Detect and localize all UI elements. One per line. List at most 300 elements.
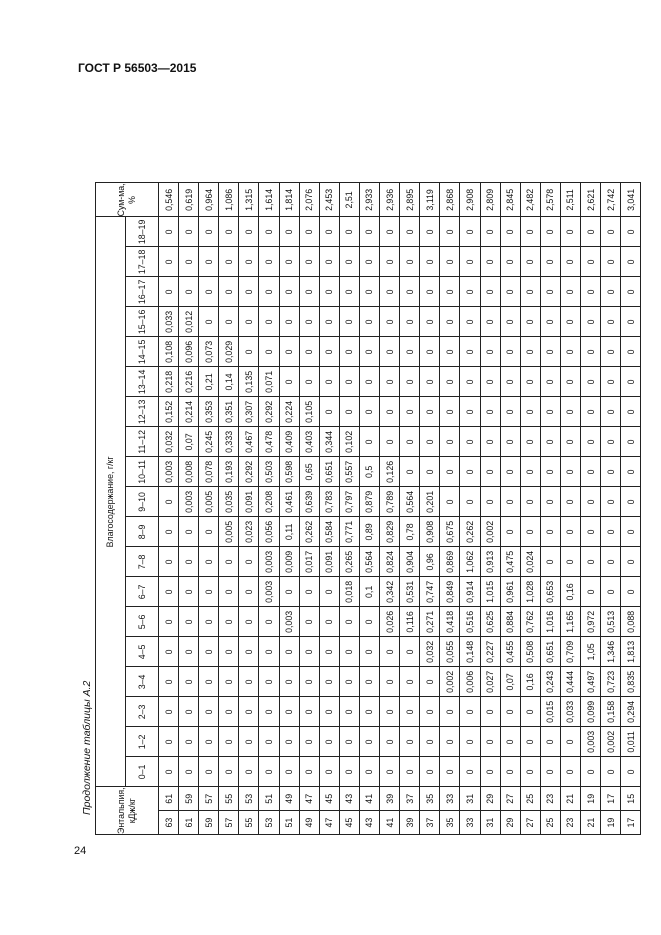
value-cell: 0 (380, 217, 400, 247)
value-cell: 0 (299, 637, 319, 667)
value-cell: 0 (560, 517, 580, 547)
value-cell: 0 (239, 307, 259, 337)
enthalpy-to-cell: 31 (460, 787, 480, 811)
value-cell: 0 (199, 637, 219, 667)
value-cell: 0 (380, 427, 400, 457)
data-table (95, 182, 641, 835)
value-cell: 0 (239, 727, 259, 757)
value-cell: 0 (279, 277, 299, 307)
table-row (219, 183, 239, 835)
table-row (380, 183, 400, 835)
value-cell: 0 (500, 247, 520, 277)
value-cell: 0 (621, 757, 641, 787)
value-cell: 0 (420, 217, 440, 247)
value-cell: 0 (440, 457, 460, 487)
value-cell: 0,625 (480, 607, 500, 637)
value-cell: 0,884 (500, 607, 520, 637)
table-row (601, 183, 621, 835)
value-cell: 0,152 (159, 397, 179, 427)
value-cell: 0 (621, 427, 641, 457)
value-cell: 0,653 (540, 577, 560, 607)
value-cell: 0 (580, 277, 600, 307)
value-cell: 0 (500, 727, 520, 757)
value-cell: 0,869 (440, 547, 460, 577)
value-cell: 0 (259, 307, 279, 337)
value-cell: 0,651 (319, 457, 339, 487)
enthalpy-from-cell: 41 (380, 811, 400, 835)
value-cell: 0,783 (319, 487, 339, 517)
enthalpy-to-cell: 25 (520, 787, 540, 811)
sum-cell: 2,845 (500, 183, 520, 217)
value-cell: 0,824 (380, 547, 400, 577)
column-header: 14–15 (126, 337, 159, 367)
value-cell: 0 (480, 277, 500, 307)
sum-cell: 1,315 (239, 183, 259, 217)
value-cell: 0,675 (440, 517, 460, 547)
value-cell: 0,005 (219, 517, 239, 547)
value-cell: 0,829 (380, 517, 400, 547)
value-cell: 0 (540, 427, 560, 457)
value-cell: 0,012 (179, 307, 199, 337)
value-cell: 0 (601, 337, 621, 367)
value-cell: 0 (480, 337, 500, 367)
table-row (400, 183, 420, 835)
value-cell: 0 (480, 427, 500, 457)
value-cell: 0 (480, 367, 500, 397)
table-row (580, 183, 600, 835)
value-cell: 0 (319, 607, 339, 637)
value-cell: 0 (179, 607, 199, 637)
value-cell: 0 (580, 757, 600, 787)
value-cell: 0 (179, 547, 199, 577)
value-cell: 0 (179, 217, 199, 247)
value-cell: 0 (259, 697, 279, 727)
enthalpy-from-cell: 29 (500, 811, 520, 835)
value-cell: 0,21 (199, 367, 219, 397)
value-cell: 0 (380, 337, 400, 367)
value-cell: 0,003 (259, 577, 279, 607)
value-cell: 0,148 (460, 637, 480, 667)
value-cell: 0 (400, 217, 420, 247)
value-cell: 0,096 (179, 337, 199, 367)
sum-cell: 1,614 (259, 183, 279, 217)
value-cell: 0 (299, 727, 319, 757)
column-header: 13–14 (126, 367, 159, 397)
value-cell: 0,564 (359, 547, 379, 577)
value-cell: 0 (560, 427, 580, 457)
value-cell: 0 (339, 277, 359, 307)
value-cell: 0,056 (259, 517, 279, 547)
value-cell: 0 (219, 697, 239, 727)
value-cell: 0 (179, 517, 199, 547)
value-cell: 0,071 (259, 367, 279, 397)
value-cell: 0 (299, 247, 319, 277)
value-cell: 0 (199, 517, 219, 547)
enthalpy-to-cell: 19 (580, 787, 600, 811)
value-cell: 0,193 (219, 457, 239, 487)
value-cell: 0 (621, 367, 641, 397)
value-cell: 0,353 (199, 397, 219, 427)
value-cell: 0 (500, 487, 520, 517)
value-cell: 0 (339, 637, 359, 667)
value-cell: 0,797 (339, 487, 359, 517)
value-cell: 0 (380, 397, 400, 427)
value-cell: 0 (580, 487, 600, 517)
enthalpy-from-cell: 63 (159, 811, 179, 835)
value-cell: 0 (601, 277, 621, 307)
value-cell: 0 (480, 397, 500, 427)
value-cell: 0 (400, 667, 420, 697)
value-cell: 0 (239, 697, 259, 727)
value-cell: 0,475 (500, 547, 520, 577)
value-cell: 0,032 (420, 637, 440, 667)
value-cell: 0 (540, 337, 560, 367)
value-cell: 0 (601, 247, 621, 277)
column-header: 0–1 (126, 757, 159, 787)
column-header: 8–9 (126, 517, 159, 547)
value-cell: 0 (500, 277, 520, 307)
enthalpy-to-cell: 39 (380, 787, 400, 811)
value-cell: 0,403 (299, 427, 319, 457)
value-cell: 0 (219, 667, 239, 697)
value-cell: 0 (219, 247, 239, 277)
enthalpy-from-cell: 39 (400, 811, 420, 835)
sum-cell: 2,51 (339, 183, 359, 217)
value-cell: 0 (621, 397, 641, 427)
value-cell: 0 (580, 307, 600, 337)
value-cell: 0 (520, 727, 540, 757)
value-cell: 0 (560, 277, 580, 307)
table-row (420, 183, 440, 835)
value-cell: 0 (520, 217, 540, 247)
enthalpy-to-cell: 51 (259, 787, 279, 811)
value-cell: 0 (560, 217, 580, 247)
value-cell: 0,011 (621, 727, 641, 757)
enthalpy-from-cell: 43 (359, 811, 379, 835)
value-cell: 0,102 (339, 427, 359, 457)
value-cell: 0,508 (520, 637, 540, 667)
value-cell: 0 (540, 727, 560, 757)
sum-cell: 1,814 (279, 183, 299, 217)
enthalpy-from-cell: 37 (420, 811, 440, 835)
value-cell: 0,478 (259, 427, 279, 457)
value-cell: 0 (460, 757, 480, 787)
value-cell: 0 (500, 427, 520, 457)
value-cell: 0 (460, 397, 480, 427)
value-cell: 0,024 (520, 547, 540, 577)
value-cell: 0,003 (279, 607, 299, 637)
table-row (500, 183, 520, 835)
column-header-row (126, 183, 159, 835)
value-cell: 0 (319, 667, 339, 697)
value-cell: 0 (159, 697, 179, 727)
value-cell: 0 (380, 277, 400, 307)
value-cell: 0 (219, 637, 239, 667)
value-cell: 0 (319, 577, 339, 607)
value-cell: 0 (460, 247, 480, 277)
value-cell: 0 (159, 637, 179, 667)
value-cell: 0 (621, 307, 641, 337)
value-cell: 0 (440, 397, 460, 427)
value-cell: 0 (560, 727, 580, 757)
value-cell: 0 (400, 637, 420, 667)
value-cell: 0 (159, 607, 179, 637)
value-cell: 0 (460, 217, 480, 247)
value-cell: 0 (460, 277, 480, 307)
value-cell: 0 (380, 757, 400, 787)
column-header: 9–10 (126, 487, 159, 517)
value-cell: 0,444 (560, 667, 580, 697)
value-cell: 0 (199, 547, 219, 577)
enthalpy-from-cell: 19 (601, 811, 621, 835)
value-cell: 0 (500, 307, 520, 337)
enthalpy-from-cell: 35 (440, 811, 460, 835)
value-cell: 0,003 (159, 457, 179, 487)
value-cell: 0 (259, 217, 279, 247)
value-cell: 0,418 (440, 607, 460, 637)
value-cell: 0 (339, 397, 359, 427)
sum-cell: 2,076 (299, 183, 319, 217)
value-cell: 0 (239, 547, 259, 577)
value-cell: 0,344 (319, 427, 339, 457)
value-cell: 0 (219, 727, 239, 757)
value-cell: 0 (359, 727, 379, 757)
column-header: 17–18 (126, 247, 159, 277)
value-cell: 0 (219, 547, 239, 577)
sum-cell: 2,868 (440, 183, 460, 217)
column-header: 4–5 (126, 637, 159, 667)
value-cell: 0 (380, 247, 400, 277)
sum-cell: 2,809 (480, 183, 500, 217)
table-row (460, 183, 480, 835)
value-cell: 0 (319, 217, 339, 247)
value-cell: 0,023 (239, 517, 259, 547)
value-cell: 0 (601, 547, 621, 577)
value-cell: 0 (159, 517, 179, 547)
value-cell: 0 (520, 517, 540, 547)
sum-cell: 2,895 (400, 183, 420, 217)
value-cell: 0,342 (380, 577, 400, 607)
value-cell: 0 (540, 397, 560, 427)
value-cell: 0 (159, 487, 179, 517)
value-cell: 0 (580, 547, 600, 577)
value-cell: 0,099 (580, 697, 600, 727)
value-cell: 0 (259, 667, 279, 697)
value-cell: 0 (560, 367, 580, 397)
value-cell: 0 (199, 577, 219, 607)
value-cell: 0 (279, 247, 299, 277)
value-cell: 0 (400, 307, 420, 337)
value-cell: 0,033 (560, 697, 580, 727)
value-cell: 0 (420, 397, 440, 427)
table-caption: Продолжение таблицы А.2 (81, 680, 93, 815)
value-cell: 0 (440, 247, 460, 277)
value-cell: 0 (520, 697, 540, 727)
value-cell: 0 (319, 697, 339, 727)
value-cell: 0 (520, 757, 540, 787)
enthalpy-from-cell: 33 (460, 811, 480, 835)
value-cell: 0 (179, 727, 199, 757)
value-cell: 0,503 (259, 457, 279, 487)
value-cell: 0 (380, 367, 400, 397)
value-cell: 0 (319, 757, 339, 787)
sum-cell: 2,453 (319, 183, 339, 217)
value-cell: 0 (339, 337, 359, 367)
value-cell: 0,651 (540, 637, 560, 667)
value-cell: 1,346 (601, 637, 621, 667)
value-cell: 0,003 (259, 547, 279, 577)
value-cell: 0 (500, 517, 520, 547)
value-cell: 0,227 (480, 637, 500, 667)
sum-cell: 2,936 (380, 183, 400, 217)
value-cell: 0,158 (601, 697, 621, 727)
value-cell: 0 (420, 697, 440, 727)
value-cell: 0 (601, 217, 621, 247)
value-cell: 0,908 (420, 517, 440, 547)
value-cell: 0,243 (540, 667, 560, 697)
value-cell: 0 (380, 697, 400, 727)
value-cell: 0 (621, 517, 641, 547)
value-cell: 0,088 (621, 607, 641, 637)
value-cell: 0 (219, 577, 239, 607)
value-cell: 0 (440, 427, 460, 457)
value-cell: 0 (159, 577, 179, 607)
value-cell: 0 (159, 547, 179, 577)
sum-cell: 0,619 (179, 183, 199, 217)
enthalpy-to-cell: 61 (159, 787, 179, 811)
value-cell: 0,07 (500, 667, 520, 697)
value-cell: 0,904 (400, 547, 420, 577)
value-cell: 0 (500, 397, 520, 427)
value-cell: 0 (239, 217, 259, 247)
value-cell: 0 (420, 457, 440, 487)
value-cell: 0 (460, 727, 480, 757)
value-cell: 0 (279, 757, 299, 787)
value-cell: 0,11 (279, 517, 299, 547)
value-cell: 0 (480, 217, 500, 247)
value-cell: 0 (159, 667, 179, 697)
value-cell: 0 (621, 577, 641, 607)
value-cell: 0,262 (460, 517, 480, 547)
value-cell: 0 (199, 217, 219, 247)
value-cell: 0 (339, 667, 359, 697)
value-cell: 0 (299, 667, 319, 697)
value-cell: 0,972 (580, 607, 600, 637)
enthalpy-to-cell: 55 (219, 787, 239, 811)
value-cell: 0 (440, 727, 460, 757)
value-cell: 0 (560, 247, 580, 277)
value-cell: 0 (540, 307, 560, 337)
value-cell: 0 (279, 367, 299, 397)
value-cell: 0,65 (299, 457, 319, 487)
table-row (540, 183, 560, 835)
value-cell: 0 (239, 247, 259, 277)
table-row (199, 183, 219, 835)
value-cell: 0,073 (199, 337, 219, 367)
value-cell: 0,16 (520, 667, 540, 697)
enthalpy-from-cell: 23 (560, 811, 580, 835)
value-cell: 0 (601, 307, 621, 337)
value-cell: 0,262 (299, 517, 319, 547)
value-cell: 0 (219, 307, 239, 337)
value-cell: 0 (420, 667, 440, 697)
value-cell: 0 (259, 337, 279, 367)
page-number: 24 (74, 845, 87, 857)
sum-cell: 3,041 (621, 183, 641, 217)
enthalpy-from-cell: 17 (621, 811, 641, 835)
column-header: 18–19 (126, 217, 159, 247)
value-cell: 0 (359, 367, 379, 397)
table-row (319, 183, 339, 835)
value-cell: 0,026 (380, 607, 400, 637)
value-cell: 0,78 (400, 517, 420, 547)
value-cell: 0 (339, 607, 359, 637)
value-cell: 0,351 (219, 397, 239, 427)
value-cell: 0 (540, 487, 560, 517)
value-cell: 0 (580, 457, 600, 487)
value-cell: 0,771 (339, 517, 359, 547)
value-cell: 0,5 (359, 457, 379, 487)
value-cell: 0 (339, 757, 359, 787)
enthalpy-to-cell: 33 (440, 787, 460, 811)
value-cell: 0 (359, 757, 379, 787)
value-cell: 0,747 (420, 577, 440, 607)
value-cell: 1,165 (560, 607, 580, 637)
table-row (279, 183, 299, 835)
document-header: ГОСТ Р 56503—2015 (78, 61, 197, 75)
value-cell: 0,035 (219, 487, 239, 517)
value-cell: 0,16 (560, 577, 580, 607)
value-cell: 0 (239, 577, 259, 607)
value-cell: 0 (319, 277, 339, 307)
value-cell: 0,461 (279, 487, 299, 517)
value-cell: 0 (380, 727, 400, 757)
value-cell: 0 (299, 577, 319, 607)
value-cell: 0 (460, 427, 480, 457)
value-cell: 0 (460, 307, 480, 337)
value-cell: 0 (621, 247, 641, 277)
value-cell: 0 (621, 547, 641, 577)
value-cell: 0 (380, 307, 400, 337)
value-cell: 0 (279, 217, 299, 247)
value-cell: 0 (319, 397, 339, 427)
sum-cell: 0,546 (159, 183, 179, 217)
value-cell: 0 (480, 727, 500, 757)
value-cell: 0 (580, 217, 600, 247)
value-cell: 0,879 (359, 487, 379, 517)
value-cell: 0 (299, 277, 319, 307)
value-cell: 0 (560, 457, 580, 487)
enthalpy-to-cell: 45 (319, 787, 339, 811)
value-cell: 0 (440, 697, 460, 727)
value-cell: 0,557 (339, 457, 359, 487)
table-row (299, 183, 319, 835)
value-cell: 0,009 (279, 547, 299, 577)
value-cell: 0 (199, 277, 219, 307)
value-cell: 0 (580, 397, 600, 427)
value-cell: 1,028 (520, 577, 540, 607)
enthalpy-to-cell: 17 (601, 787, 621, 811)
enthalpy-to-cell: 41 (359, 787, 379, 811)
rotated-table-block (81, 135, 636, 835)
value-cell: 0 (400, 277, 420, 307)
value-cell: 1,062 (460, 547, 480, 577)
value-cell: 0,208 (259, 487, 279, 517)
value-cell: 0 (560, 397, 580, 427)
value-cell: 0 (520, 337, 540, 367)
value-cell: 0 (299, 217, 319, 247)
value-cell: 0 (299, 607, 319, 637)
